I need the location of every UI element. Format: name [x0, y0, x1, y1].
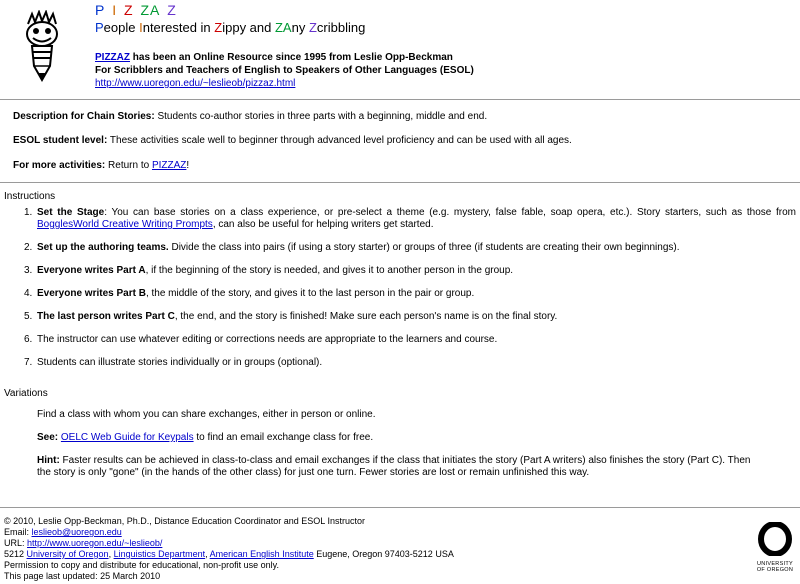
esol-text: These activities scale well to beginner through advanced level proficiency and can be used with all ages.: [107, 135, 572, 146]
subtitle-text: ny: [291, 20, 309, 35]
instructions-list: [24, 207, 796, 380]
subtitle-highlight: Z: [214, 20, 223, 35]
footer-copyright: © 2010, Leslie Opp-Beckman, Ph.D., Distance Education Coordinator and ESOL Instructor: [4, 516, 365, 526]
email-link[interactable]: leslieob@uoregon.edu: [31, 527, 122, 537]
item-number: 6.: [24, 334, 33, 345]
oelc-keypals-link[interactable]: OELC Web Guide for Keypals: [60, 432, 194, 443]
subtitle-highlight: I: [139, 20, 143, 35]
item-bold: Set the Stage: [37, 207, 105, 218]
list-item: [24, 265, 796, 277]
intro-line1: has been an Online Resource since 1995 from Leslie Opp-Beckman: [130, 52, 453, 63]
list-item: [24, 288, 796, 300]
title-letter: P: [95, 2, 106, 18]
email-label: Email:: [4, 527, 32, 537]
separator: ,: [108, 549, 114, 559]
divider: [0, 182, 800, 183]
pizzaz-home-link[interactable]: PIZZAZ: [95, 52, 130, 63]
description-line: [13, 111, 487, 122]
site-title: [95, 2, 179, 18]
item-number: 2.: [24, 242, 33, 253]
aei-link[interactable]: American English Institute: [209, 549, 314, 559]
item-number: 7.: [24, 357, 33, 368]
site-subtitle: [95, 20, 365, 35]
url-label: URL:: [4, 538, 28, 548]
item-number: 1.: [24, 207, 33, 218]
subtitle-highlight: Z: [308, 20, 317, 35]
bogglesworld-link[interactable]: BogglesWorld Creative Writing Prompts: [37, 219, 213, 230]
list-item: [24, 334, 796, 346]
footer-updated: This page last updated: 25 March 2010: [4, 571, 161, 581]
item-text: Students can illustrate stories individually or in groups (optional).: [37, 357, 323, 368]
homepage-link[interactable]: http://www.uoregon.edu/~leslieob/: [27, 538, 163, 548]
item-text: : You can base stories on a class experience, or pre-select a theme (e.g. mystery, false fable, soap opera, etc.). Story starters, such as those from: [104, 207, 797, 218]
more-label: For more activities:: [13, 160, 106, 171]
see-line: [37, 432, 767, 444]
more-text-after: !: [186, 160, 190, 171]
see-after: to find an email exchange class for free.: [193, 432, 374, 443]
item-text: Divide the class into pairs (if using a story starter) or groups of three (if students are creating their own beginnings).: [168, 242, 680, 253]
hint-label: Hint:: [37, 455, 60, 466]
uo-o-icon: [758, 522, 792, 556]
title-letter: ZA: [140, 2, 161, 18]
see-label: See:: [37, 432, 59, 443]
list-item: [24, 242, 796, 254]
university-of-oregon-logo[interactable]: [752, 522, 798, 580]
list-item: [24, 357, 796, 369]
esol-label: ESOL student level:: [13, 135, 108, 146]
item-number: 5.: [24, 311, 33, 322]
page-header: [0, 0, 800, 98]
uo-logo-line1: UNIVERSITY: [756, 561, 793, 567]
description-label: Description for Chain Stories:: [13, 111, 155, 122]
address-prefix: 5212: [4, 549, 27, 559]
subtitle-highlight: ZA: [274, 20, 292, 35]
linguistics-link[interactable]: Linguistics Department: [113, 549, 206, 559]
title-letter: I: [112, 2, 118, 18]
pizzaz-return-link[interactable]: PIZZAZ: [151, 160, 187, 171]
subtitle-text: eople: [103, 20, 140, 35]
item-bold: The last person writes Part C: [37, 311, 175, 322]
item-number: 4.: [24, 288, 33, 299]
subtitle-text: nterested in: [142, 20, 215, 35]
esol-level-line: [13, 135, 572, 146]
subtitle-text: cribbling: [316, 20, 366, 35]
item-bold: Set up the authoring teams.: [37, 242, 169, 253]
item-bold: Everyone writes Part B: [37, 288, 146, 299]
instructions-heading: Instructions: [4, 191, 56, 202]
item-text: , if the beginning of the story is needed, and gives it to another person in the group.: [145, 265, 514, 276]
footer-permission: Permission to copy and distribute for educational, non-profit use only.: [4, 560, 279, 570]
university-link[interactable]: University of Oregon: [26, 549, 109, 559]
item-bold: Everyone writes Part A: [37, 265, 146, 276]
item-number: 3.: [24, 265, 33, 276]
uo-logo-line2: OF OREGON: [756, 567, 794, 573]
item-text: The instructor can use whatever editing or corrections needs are appropriate to the learners and course.: [37, 334, 498, 345]
divider: [0, 507, 800, 508]
page-footer: [4, 516, 454, 582]
address-suffix: Eugene, Oregon 97403-5212 USA: [313, 549, 454, 559]
title-letter: Z: [167, 2, 177, 18]
divider: [0, 99, 800, 100]
list-item: [24, 311, 796, 323]
intro-block: [95, 51, 474, 90]
separator: ,: [205, 549, 210, 559]
description-text: Students co-author stories in three parts with a beginning, middle and end.: [154, 111, 488, 122]
hint-text: Faster results can be achieved in class-to-class and email exchanges if the class that initiates the story (Part A writers) also finishes the story (Part C). Then the story is only "gone" (in the hands of the other class) for just one turn. Fewer stories are lost or remain unfinished this way.: [37, 455, 751, 478]
intro-line2: For Scribblers and Teachers of English to Speakers of Other Languages (ESOL): [95, 65, 474, 76]
variations-heading: Variations: [4, 388, 48, 399]
more-text: Return to: [105, 160, 152, 171]
pizzaz-url-link[interactable]: http://www.uoregon.edu/~leslieob/pizzaz.html: [95, 78, 296, 89]
hint-line: [37, 455, 767, 479]
more-activities-line: [13, 160, 189, 171]
title-letter: Z: [124, 2, 134, 18]
item-text: , the middle of the story, and gives it to the last person in the pair or group.: [145, 288, 475, 299]
item-after: , can also be useful for helping writers get started.: [212, 219, 434, 230]
list-item: [24, 207, 796, 231]
subtitle-highlight: P: [95, 20, 104, 35]
subtitle-text: ippy and: [222, 20, 275, 35]
variations-line: Find a class with whom you can share exchanges, either in person or online.: [37, 409, 376, 420]
item-text: , the end, and the story is finished! Make sure each person's name is on the final story.: [174, 311, 558, 322]
pizzaz-mascot-logo: [20, 10, 64, 82]
